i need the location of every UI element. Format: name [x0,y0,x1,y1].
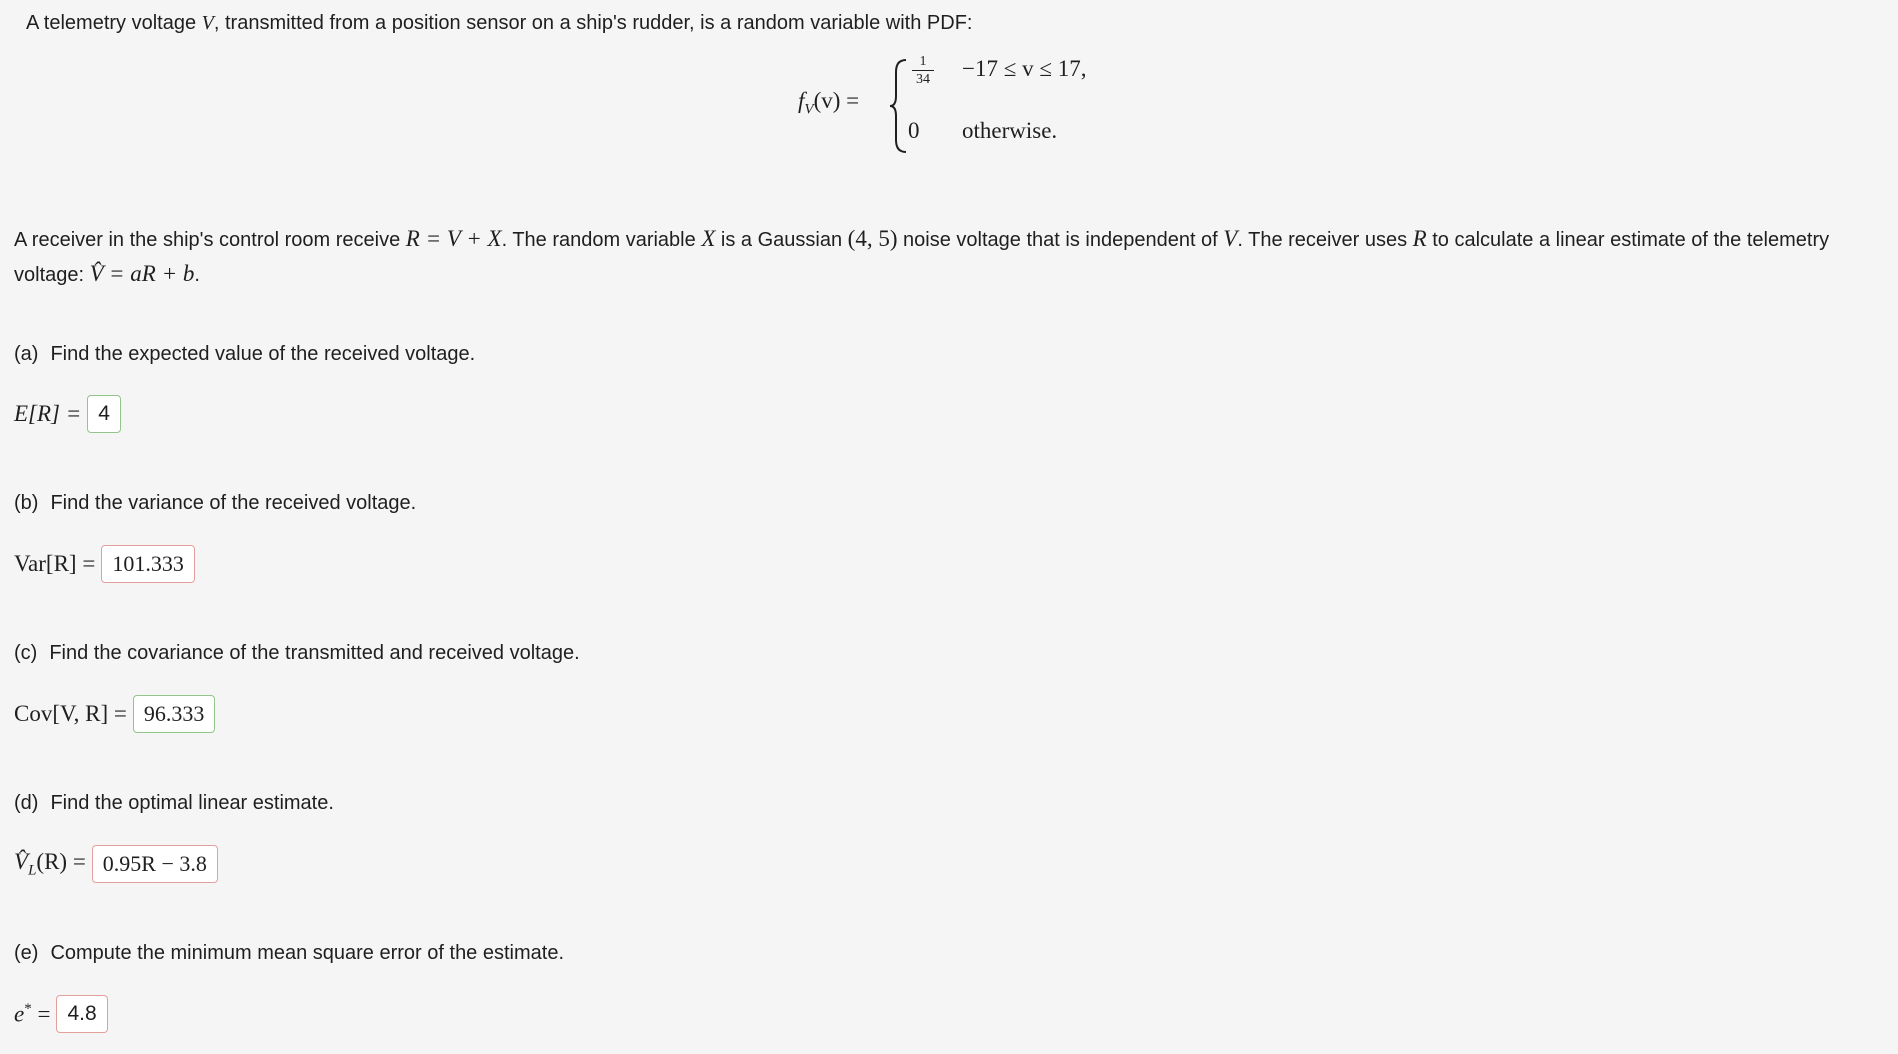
question-text: Find the variance of the received voltage. [50,492,417,514]
question-text: Find the covariance of the transmitted and received voltage. [49,642,580,664]
answer-input-d[interactable]: 0.95R − 3.8 [92,845,218,883]
question-e [14,942,564,965]
answer-input-e[interactable]: 4.8 [56,995,107,1033]
answer-row-c [14,694,215,734]
answer-lhs: Var[R] = [14,551,96,576]
question-text: Find the expected value of the received voltage. [50,343,476,365]
question-a [14,343,475,366]
math-V: V [201,12,214,34]
pdf-condition-range: −17 ≤ v ≤ 17, [962,56,1087,81]
answer-lhs: $V̂_L(R)$ = [14,848,86,879]
answer-input-a[interactable]: 4 [87,395,121,433]
question-label: (e) [14,942,39,964]
answer-lhs: e* = [14,1000,51,1027]
answer-row-e [14,994,108,1034]
pdf-zero-value: 0 [908,118,920,143]
answer-input-c[interactable]: 96.333 [133,695,216,733]
answer-lhs: E[R] = [14,401,82,426]
answer-input-b[interactable]: 101.333 [101,545,195,583]
question-text: Compute the minimum mean square error of the estimate. [50,942,565,964]
answer-lhs: Cov[V, R] = [14,701,127,726]
pdf-condition-otherwise: otherwise. [962,118,1058,143]
question-d [14,792,334,815]
answer-row-b [14,544,195,584]
problem-intro: A telemetry voltage V, transmitted from a position sensor on a ship's rudder, is a random variable with PDF: [26,12,973,34]
left-brace-icon [888,58,908,154]
question-b [14,492,416,515]
question-label: (c) [14,642,38,664]
pdf-equation [798,52,1138,152]
question-label: (b) [14,492,39,514]
pdf-fraction: 1 34 [912,54,934,87]
question-label: (a) [14,343,39,365]
question-c [14,642,580,665]
answer-row-a [14,394,121,434]
question-label: (d) [14,792,39,814]
receiver-description: A receiver in the ship's control room receive R = V + X. The random variable X is a Gaussian (4, 5) noise voltage that is independent of V. The receiver uses R to calculate a linear estimate of the telemetry voltage: V̂ = aR + b. [14,226,1830,286]
question-text: Find the optimal linear estimate. [50,792,334,814]
pdf-lhs: $f_V(v)$ = [798,88,860,118]
answer-row-d [14,844,218,884]
